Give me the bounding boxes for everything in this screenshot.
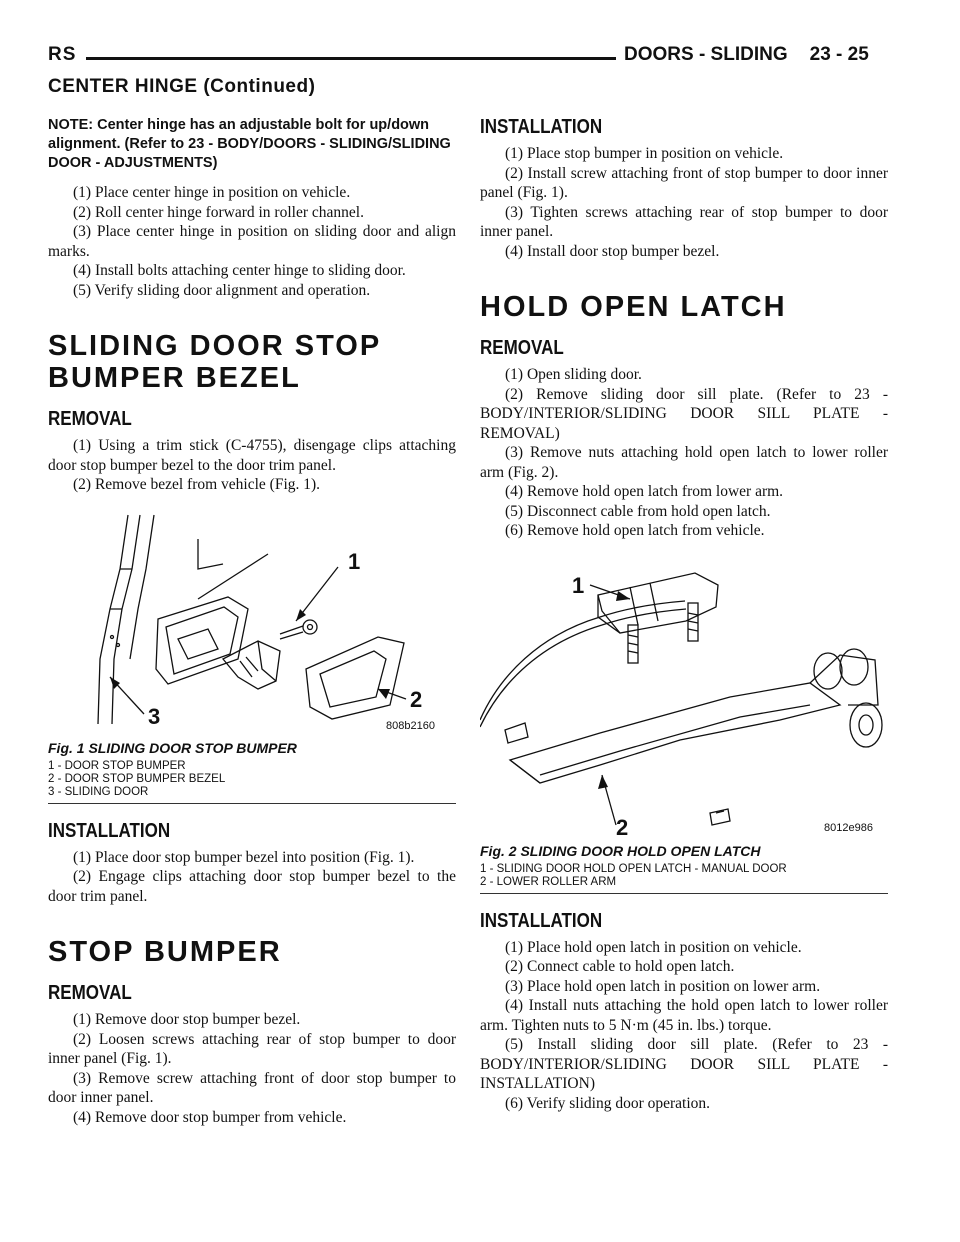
legend-item: 3 - SLIDING DOOR xyxy=(48,785,149,798)
section-title-stop-bumper: STOP BUMPER xyxy=(48,936,282,968)
step: (6) Remove hold open latch from vehicle. xyxy=(505,522,765,539)
step: (2) Install screw attaching front of stop bumper to door inner panel (Fig. 1). xyxy=(480,164,888,201)
bezel-install-steps xyxy=(48,848,456,907)
subheading-removal: REMOVAL xyxy=(48,408,132,430)
callout-1: 1 xyxy=(572,572,585,598)
figure-2-legend xyxy=(480,863,888,889)
figure-code: 808b2160 xyxy=(386,719,435,732)
step: (3) Remove nuts attaching hold open latch to lower roller arm (Fig. 2). xyxy=(480,444,888,481)
figure-1 xyxy=(48,509,456,804)
figure-2 xyxy=(480,555,888,894)
callout-2: 2 xyxy=(616,814,629,837)
legend-item: 2 - LOWER ROLLER ARM xyxy=(480,875,617,888)
latch-install-steps xyxy=(480,938,888,1114)
step: (2) Loosen screws attaching rear of stop bumper to door inner panel (Fig. 1). xyxy=(48,1030,456,1067)
header-rule xyxy=(86,57,616,60)
bumper-removal-steps xyxy=(48,1010,456,1127)
callout-3: 3 xyxy=(148,703,161,729)
note: NOTE: Center hinge has an adjustable bolt for up/down alignment. (Refer to 23 - BODY/DOORS - SLIDING/SLIDING DOOR - ADJUSTMENTS) xyxy=(48,117,451,171)
step: (1) Place hold open latch in position on vehicle. xyxy=(505,938,802,956)
step: (1) Remove door stop bumper bezel. xyxy=(73,1011,301,1028)
figure-1-caption: Fig. 1 SLIDING DOOR STOP BUMPER xyxy=(48,739,297,756)
step: (4) Install bolts attaching center hinge to sliding door. xyxy=(73,262,406,279)
section-title-bezel: SLIDING DOOR STOP BUMPER BEZEL xyxy=(48,330,381,394)
step: (4) Remove door stop bumper from vehicle. xyxy=(73,1108,347,1126)
section-title-hold-open-latch: HOLD OPEN LATCH xyxy=(480,291,787,323)
legend-item: 1 - DOOR STOP BUMPER xyxy=(48,759,186,772)
step: (2) Roll center hinge forward in roller channel. xyxy=(73,203,364,221)
step: (1) Place stop bumper in position on vehicle. xyxy=(505,145,784,162)
step: (3) Tighten screws attaching rear of stop bumper to door inner panel. xyxy=(480,203,888,240)
figure-2-illustration xyxy=(480,555,888,837)
subheading-installation: INSTALLATION xyxy=(480,909,603,932)
figure-1-rule xyxy=(48,803,456,804)
figure-2-caption: Fig. 2 SLIDING DOOR HOLD OPEN LATCH xyxy=(480,842,761,859)
left-column xyxy=(48,116,456,1127)
subheading-installation: INSTALLATION xyxy=(48,819,171,842)
callout-2: 2 xyxy=(410,686,423,712)
legend-item: 2 - DOOR STOP BUMPER BEZEL xyxy=(48,772,226,785)
figure-code: 8012e986 xyxy=(824,821,873,834)
latch-removal-steps xyxy=(480,365,888,541)
step: (6) Verify sliding door operation. xyxy=(505,1094,711,1112)
step: (2) Remove sliding door sill plate. (Refer to 23 - BODY/INTERIOR/SLIDING DOOR SILL PLATE - REMOVAL) xyxy=(480,385,888,442)
step: (1) Place door stop bumper bezel into position (Fig. 1). xyxy=(73,848,415,866)
callout-1: 1 xyxy=(348,548,361,574)
page-number: 23 - 25 xyxy=(809,44,869,65)
step: (3) Place hold open latch in position on lower arm. xyxy=(505,977,821,995)
step: (1) Open sliding door. xyxy=(505,366,642,383)
header-left: RS xyxy=(48,44,77,65)
step: (2) Connect cable to hold open latch. xyxy=(505,958,735,975)
step: (5) Install sliding door sill plate. (Refer to 23 - BODY/INTERIOR/SLIDING DOOR SILL PLATE - INSTALLATION) xyxy=(480,1036,888,1092)
right-column xyxy=(480,116,888,1113)
step: (4) Remove hold open latch from lower arm. xyxy=(505,483,784,500)
continued-title: CENTER HINGE (Continued) xyxy=(48,76,316,97)
step: (1) Using a trim stick (C-4755), disengage clips attaching door stop bumper bezel to the door trim panel. xyxy=(48,437,456,474)
figure-2-rule xyxy=(480,893,888,894)
step: (2) Remove bezel from vehicle (Fig. 1). xyxy=(73,476,321,493)
step: (3) Remove screw attaching front of door stop bumper to door inner panel. xyxy=(48,1069,456,1106)
bumper-install-steps xyxy=(480,144,888,261)
step: (5) Verify sliding door alignment and operation. xyxy=(73,281,371,299)
figure-1-legend xyxy=(48,760,456,799)
bezel-removal-steps xyxy=(48,436,456,495)
header-right xyxy=(624,44,869,66)
subheading-removal: REMOVAL xyxy=(48,982,132,1004)
legend-item: 1 - SLIDING DOOR HOLD OPEN LATCH - MANUAL DOOR xyxy=(480,862,787,875)
header-section: DOORS - SLIDING xyxy=(624,44,788,65)
step: (1) Place center hinge in position on vehicle. xyxy=(73,184,351,201)
step: (4) Install door stop bumper bezel. xyxy=(505,242,720,260)
subheading-removal: REMOVAL xyxy=(480,337,564,359)
figure-1-illustration xyxy=(48,509,456,734)
hinge-steps xyxy=(48,183,456,300)
subheading-installation: INSTALLATION xyxy=(480,116,603,138)
step: (5) Disconnect cable from hold open latch. xyxy=(505,502,771,520)
step: (3) Place center hinge in position on sliding door and align marks. xyxy=(48,223,456,260)
step: (4) Install nuts attaching the hold open latch to lower roller arm. Tighten nuts to 5 N·m (45 in. lbs.) torque. xyxy=(480,997,888,1034)
step: (2) Engage clips attaching door stop bumper bezel to the door trim panel. xyxy=(48,868,456,905)
